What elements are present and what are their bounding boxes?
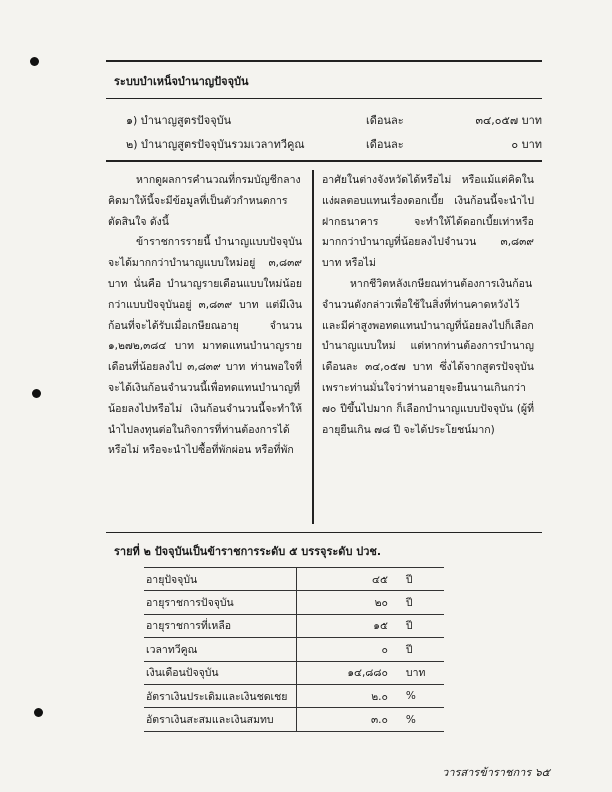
page-footer: วารสารข้าราชการ ๖๕ bbox=[442, 766, 550, 779]
table-row bbox=[144, 591, 444, 614]
row-value: ๑๔,๘๘๐ bbox=[297, 661, 398, 684]
column-divider bbox=[312, 170, 314, 524]
case2-rule-top bbox=[106, 532, 542, 533]
row-label: เวลาทวีคูณ bbox=[144, 638, 297, 661]
row-label: อัตราเงินสะสมและเงินสมทบ bbox=[144, 708, 297, 731]
case2-table bbox=[144, 567, 444, 732]
row-unit: ปี bbox=[398, 638, 444, 661]
left-paragraph-1: หากดูผลการคำนวณที่กรมบัญชีกลางคิดมาให้นี้จะมีข้อมูลที่เป็นตัวกำหนดการตัดสินใจ ดังนี้ bbox=[108, 174, 301, 228]
table-row bbox=[144, 568, 444, 591]
row-unit: ปี bbox=[398, 568, 444, 591]
table-row bbox=[144, 708, 444, 731]
body-column-left bbox=[108, 170, 302, 461]
top-box-row-2-label: ๒) บำนาญสูตรปัจจุบันรวมเวลาทวีคูณ bbox=[126, 138, 305, 151]
binder-hole-top bbox=[30, 57, 39, 66]
row-label: อัตราเงินประเดิมและเงินชดเชย bbox=[144, 684, 297, 707]
row-unit: ปี bbox=[398, 591, 444, 614]
body-column-right bbox=[322, 170, 534, 440]
binder-hole-bottom bbox=[34, 708, 43, 717]
table-row bbox=[144, 614, 444, 637]
row-unit: ปี bbox=[398, 614, 444, 637]
case2-heading: รายที่ ๒ ปัจจุบันเป็นข้าราชการระดับ ๕ บรรจุระดับ ปวช. bbox=[114, 545, 382, 558]
top-box-rule-bottom bbox=[106, 160, 542, 162]
row-label: อายุปัจจุบัน bbox=[144, 568, 297, 591]
table-row bbox=[144, 684, 444, 707]
row-value: ๑๕ bbox=[297, 614, 398, 637]
row-unit: % bbox=[398, 708, 444, 731]
top-box-row-2-amount: ๐ บาท bbox=[511, 138, 542, 151]
top-box-rule-top bbox=[106, 60, 542, 62]
table-row bbox=[144, 661, 444, 684]
row-value: ๒.๐ bbox=[297, 684, 398, 707]
row-unit: บาท bbox=[398, 661, 444, 684]
top-box-row-1-period: เดือนละ bbox=[366, 114, 404, 127]
row-label: อายุราชการที่เหลือ bbox=[144, 614, 297, 637]
row-label: อายุราชการปัจจุบัน bbox=[144, 591, 297, 614]
top-box-row-2-period: เดือนละ bbox=[366, 138, 404, 151]
row-value: ๒๐ bbox=[297, 591, 398, 614]
binder-hole-middle bbox=[32, 389, 41, 398]
row-value: ๓.๐ bbox=[297, 708, 398, 731]
right-paragraph-1: อาศัยในต่างจังหวัดได้หรือไม่ หรือแม้แต่คิดในแง่ผลตอบแทนเรื่องดอกเบี้ย เงินก้อนนี้จะนำไปฝากธนาคาร จะทำให้ได้ดอกเบี้ยเท่าหรือมากกว่าบำนาญที่น้อยลงไปจำนวน ๓,๘๓๙ บาท หรือไม่ bbox=[322, 174, 534, 270]
top-box-title: ระบบบำเหน็จบำนาญปัจจุบัน bbox=[114, 75, 249, 88]
right-paragraph-2: หากชีวิตหลังเกษียณท่านต้องการเงินก้อนจำนวนดังกล่าวเพื่อใช้ในสิ่งที่ท่านคาดหวังไว้และมีค่าสูงพอทดแทนบำนาญที่น้อยลงไปก็เลือกบำนาญแบบใหม่ แต่หากท่านต้องการบำนาญเดือนละ ๓๔,๐๕๗ บาท ซึ่งได้จากสูตรปัจจุบันเพราะท่านมั่นใจว่าท่านอายุจะยืนนานเกินกว่า ๗๐ ปีขึ้นไปมาก ก็เลือกบำนาญแบบปัจจุบัน (ผู้ที่อายุยืนเกิน ๗๘ ปี จะได้ประโยชน์มาก) bbox=[322, 277, 534, 436]
row-value: ๔๕ bbox=[297, 568, 398, 591]
row-label: เงินเดือนปัจจุบัน bbox=[144, 661, 297, 684]
top-box-row-1-label: ๑) บำนาญสูตรปัจจุบัน bbox=[126, 114, 232, 127]
top-box-rule-title bbox=[106, 98, 542, 99]
top-box-row-1-amount: ๓๔,๐๕๗ บาท bbox=[475, 114, 542, 127]
row-value: ๐ bbox=[297, 638, 398, 661]
row-unit: % bbox=[398, 684, 444, 707]
left-paragraph-2: ข้าราชการรายนี้ บำนาญแบบปัจจุบันจะได้มากกว่าบำนาญแบบใหม่อยู่ ๓,๘๓๙ บาท นั่นคือ บำนาญรายเดือนแบบใหม่น้อยกว่าแบบปัจจุบันอยู่ ๓,๘๓๙ บาท แต่มีเงินก้อนที่จะได้รับเมื่อเกษียณอายุ จำนวน ๑,๒๗๒,๓๘๔ บาท มาทดแทนบำนาญรายเดือนที่น้อยลงไป ๓,๘๓๙ บาท ท่านพอใจที่จะได้เงินก้อนจำนวนนี้เพื่อทดแทนบำนาญที่น้อยลงไปหรือไม่ เงินก้อนจำนวนนี้จะทำให้นำไปลงทุนต่อในกิจการที่ท่านต้องการได้หรือไม่ หรือจะนำไปซื้อที่พักผ่อน หรือที่พัก bbox=[108, 236, 302, 457]
table-row bbox=[144, 638, 444, 661]
